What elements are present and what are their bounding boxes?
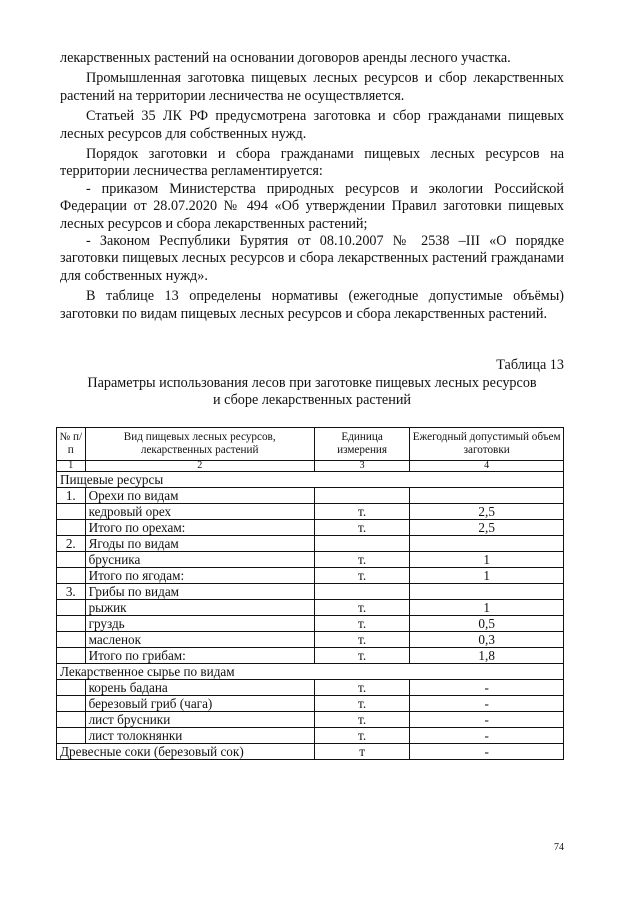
table-row bbox=[57, 552, 564, 568]
row-value: 1 bbox=[410, 568, 564, 584]
header-volume: Ежегодный допустимый объем заготовки bbox=[410, 428, 564, 461]
row-name: брусника bbox=[85, 552, 314, 568]
table-row bbox=[57, 632, 564, 648]
column-number: 1 bbox=[57, 461, 86, 472]
row-unit: т. bbox=[314, 632, 409, 648]
row-unit: т. bbox=[314, 648, 409, 664]
row-unit: т bbox=[314, 744, 409, 760]
row-unit: т. bbox=[314, 520, 409, 536]
row-value: - bbox=[410, 744, 564, 760]
row-unit: т. bbox=[314, 712, 409, 728]
table-row bbox=[57, 504, 564, 520]
table-row bbox=[57, 744, 564, 760]
parameters-table bbox=[56, 427, 564, 760]
row-name: корень бадана bbox=[85, 680, 314, 696]
group-row bbox=[57, 536, 564, 552]
row-value: 2,5 bbox=[410, 504, 564, 520]
table-title bbox=[60, 375, 564, 410]
row-name: Итого по ягодам: bbox=[85, 568, 314, 584]
header-num: № п/п bbox=[57, 428, 86, 461]
table-title-line: и сборе лекарственных растений bbox=[212, 392, 412, 409]
row-unit: т. bbox=[314, 696, 409, 712]
paragraph: В таблице 13 определены нормативы (ежегодные допустимые объёмы) заготовки по видам пищевых лесных ресурсов и сбора лекарственных растений. bbox=[60, 288, 564, 322]
table-row bbox=[57, 520, 564, 536]
table-row bbox=[57, 616, 564, 632]
row-unit: т. bbox=[314, 616, 409, 632]
row-name: Итого по грибам: bbox=[85, 648, 314, 664]
section-food: Пищевые ресурсы bbox=[57, 472, 564, 488]
row-value: 0,3 bbox=[410, 632, 564, 648]
row-unit: т. bbox=[314, 504, 409, 520]
paragraph: лекарственных растений на основании договоров аренды лесного участка. bbox=[60, 50, 511, 66]
table-title-line: Параметры использования лесов при заготовке пищевых лесных ресурсов bbox=[87, 375, 537, 391]
table-row bbox=[57, 728, 564, 744]
section-row bbox=[57, 664, 564, 680]
row-value: 0,5 bbox=[410, 616, 564, 632]
body-text bbox=[60, 50, 564, 323]
column-number: 3 bbox=[314, 461, 409, 472]
row-value: - bbox=[410, 696, 564, 712]
group-name: Грибы по видам bbox=[85, 584, 314, 600]
row-name: рыжик bbox=[85, 600, 314, 616]
row-value: 1 bbox=[410, 552, 564, 568]
table-row bbox=[57, 680, 564, 696]
group-name: Орехи по видам bbox=[85, 488, 314, 504]
section-sap: Древесные соки (березовый сок) bbox=[57, 744, 315, 760]
header-unit: Единица измерения bbox=[314, 428, 409, 461]
section-row bbox=[57, 472, 564, 488]
paragraph: Порядок заготовки и сбора гражданами пищевых лесных ресурсов на территории лесничества регламентируется: bbox=[60, 146, 564, 180]
paragraph: Промышленная заготовка пищевых лесных ресурсов и сбор лекарственных растений на территории лесничества не осуществляется. bbox=[60, 70, 564, 104]
row-value: 1 bbox=[410, 600, 564, 616]
row-value: 1,8 bbox=[410, 648, 564, 664]
group-row bbox=[57, 584, 564, 600]
table-number: Таблица 13 bbox=[496, 357, 564, 373]
table-row bbox=[57, 712, 564, 728]
table-row bbox=[57, 568, 564, 584]
row-value: 2,5 bbox=[410, 520, 564, 536]
row-unit: т. bbox=[314, 568, 409, 584]
group-num: 2. bbox=[57, 536, 86, 552]
row-name: кедровый орех bbox=[85, 504, 314, 520]
table-row bbox=[57, 696, 564, 712]
group-name: Ягоды по видам bbox=[85, 536, 314, 552]
table-row bbox=[57, 648, 564, 664]
row-name: лист брусники bbox=[85, 712, 314, 728]
paragraph: - приказом Министерства природных ресурсов и экологии Российской Федерации от 28.07.2020 № 494 «Об утверждении Правил заготовки пищевых лесных ресурсов и сбора лекарственных растений; bbox=[60, 180, 564, 232]
paragraph: - Законом Республики Бурятия от 08.10.2007 № 2538 –III «О порядке заготовки пищевых лесных ресурсов и сбора лекарственных растений гражданами для собственных нужд». bbox=[60, 233, 564, 284]
paragraph: Статьей 35 ЛК РФ предусмотрена заготовка и сбор гражданами пищевых лесных ресурсов для собственных нужд. bbox=[60, 108, 564, 142]
row-value: - bbox=[410, 680, 564, 696]
column-numbers-row bbox=[57, 461, 564, 472]
row-name: Итого по орехам: bbox=[85, 520, 314, 536]
row-name: груздь bbox=[85, 616, 314, 632]
row-unit: т. bbox=[314, 552, 409, 568]
row-unit: т. bbox=[314, 600, 409, 616]
column-number: 4 bbox=[410, 461, 564, 472]
group-row bbox=[57, 488, 564, 504]
row-value: - bbox=[410, 728, 564, 744]
table-row bbox=[57, 600, 564, 616]
row-unit: т. bbox=[314, 680, 409, 696]
group-num: 3. bbox=[57, 584, 86, 600]
row-unit: т. bbox=[314, 728, 409, 744]
table-header-row bbox=[57, 428, 564, 461]
page-number: 74 bbox=[554, 842, 564, 853]
row-name: лист толокнянки bbox=[85, 728, 314, 744]
row-name: масленок bbox=[85, 632, 314, 648]
row-value: - bbox=[410, 712, 564, 728]
group-num: 1. bbox=[57, 488, 86, 504]
column-number: 2 bbox=[85, 461, 314, 472]
header-kind: Вид пищевых лесных ресурсов, лекарственных растений bbox=[85, 428, 314, 461]
row-name: березовый гриб (чага) bbox=[85, 696, 314, 712]
section-medicinal: Лекарственное сырье по видам bbox=[57, 664, 564, 680]
